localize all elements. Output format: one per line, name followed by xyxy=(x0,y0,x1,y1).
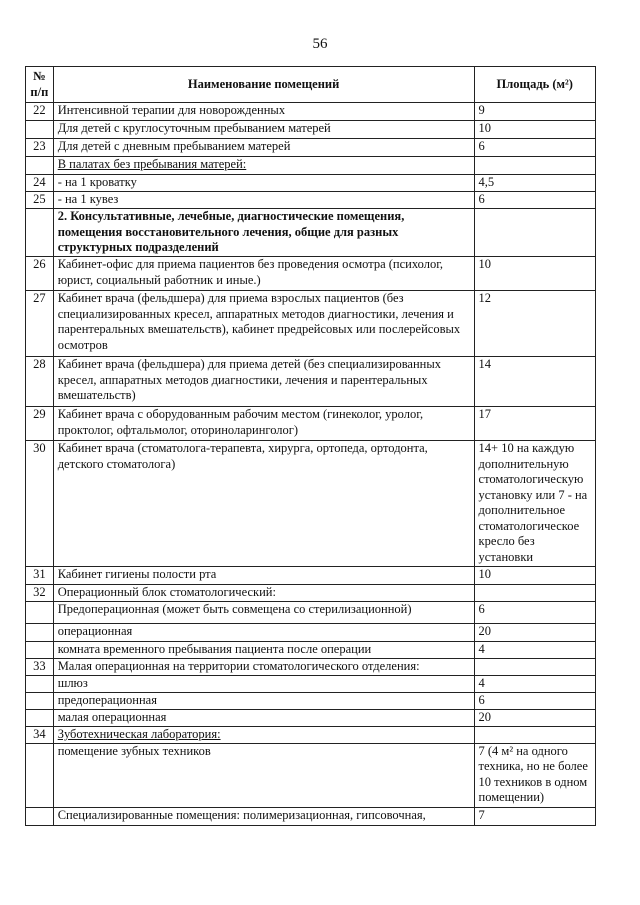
row-name: Зуботехническая лаборатория: xyxy=(53,727,474,744)
row-name: комната временного пребывания пациента после операции xyxy=(53,642,474,659)
row-number: 23 xyxy=(26,139,54,157)
row-number: 25 xyxy=(26,192,54,209)
row-number: 24 xyxy=(26,175,54,192)
table-row xyxy=(26,642,596,659)
row-area: 7 (4 м² на одного техника, но не более 10 техников в одном помещении) xyxy=(474,743,595,807)
row-number xyxy=(26,157,54,175)
row-name: В палатах без пребывания матерей: xyxy=(53,157,474,175)
row-number: 29 xyxy=(26,407,54,441)
row-area: 6 xyxy=(474,602,595,624)
row-number xyxy=(26,743,54,807)
row-number xyxy=(26,602,54,624)
row-area: 10 xyxy=(474,121,595,139)
row-name: малая операционная xyxy=(53,710,474,727)
table-row xyxy=(26,257,596,291)
row-area: 9 xyxy=(474,103,595,121)
row-name: Специализированные помещения: полимеризационная, гипсовочная, xyxy=(53,807,474,825)
row-area: 17 xyxy=(474,407,595,441)
row-number: 32 xyxy=(26,585,54,602)
table-row xyxy=(26,175,596,192)
row-number xyxy=(26,693,54,710)
table-row xyxy=(26,441,596,567)
table-row xyxy=(26,585,596,602)
row-number xyxy=(26,642,54,659)
row-area: 10 xyxy=(474,567,595,585)
section-heading-row xyxy=(26,209,596,257)
section-heading: 2. Консультативные, лечебные, диагностические помещения, помещения восстановительного лечения, общие для разных структурных подразделений xyxy=(53,209,474,257)
row-name: шлюз xyxy=(53,676,474,693)
table-row xyxy=(26,676,596,693)
row-area: 7 xyxy=(474,807,595,825)
page-number: 56 xyxy=(312,36,328,52)
table-row xyxy=(26,693,596,710)
row-area xyxy=(474,659,595,676)
table-row xyxy=(26,743,596,807)
row-name: Малая операционная на территории стоматологического отделения: xyxy=(53,659,474,676)
row-area: 4 xyxy=(474,676,595,693)
row-number: 31 xyxy=(26,567,54,585)
row-area: 4,5 xyxy=(474,175,595,192)
row-area: 14 xyxy=(474,357,595,407)
table-row xyxy=(26,710,596,727)
row-number: 30 xyxy=(26,441,54,567)
row-name: Операционный блок стоматологический: xyxy=(53,585,474,602)
row-number: 22 xyxy=(26,103,54,121)
row-number: 34 xyxy=(26,727,54,744)
table-row xyxy=(26,567,596,585)
row-name: помещение зубных техников xyxy=(53,743,474,807)
row-area: 4 xyxy=(474,642,595,659)
row-number: 28 xyxy=(26,357,54,407)
row-name: Кабинет гигиены полости рта xyxy=(53,567,474,585)
row-name: Интенсивной терапии для новорожденных xyxy=(53,103,474,121)
row-number xyxy=(26,209,54,257)
row-number xyxy=(26,624,54,642)
row-name: - на 1 кувез xyxy=(53,192,474,209)
row-area: 6 xyxy=(474,139,595,157)
row-number: 27 xyxy=(26,291,54,357)
row-number xyxy=(26,710,54,727)
table-row xyxy=(26,291,596,357)
row-name: Кабинет врача (фельдшера) для приема взрослых пациентов (без специализированных кресел, аппаратных методов диагностики, лечения и парентеральных вмешательств), кабинет предрейсовых или послерейсовых осмотров xyxy=(53,291,474,357)
row-name: Кабинет врача с оборудованным рабочим местом (гинеколог, уролог, проктолог, офтальмолог, оториноларинголог) xyxy=(53,407,474,441)
table-row xyxy=(26,807,596,825)
row-area: 20 xyxy=(474,710,595,727)
row-name: - на 1 кроватку xyxy=(53,175,474,192)
row-area: 12 xyxy=(474,291,595,357)
row-area: 6 xyxy=(474,693,595,710)
row-number xyxy=(26,121,54,139)
table-row xyxy=(26,407,596,441)
row-name: Кабинет-офис для приема пациентов без проведения осмотра (психолог, юрист, социальный работник и иные.) xyxy=(53,257,474,291)
table-row xyxy=(26,139,596,157)
column-header-area: Площадь (м²) xyxy=(474,67,595,103)
row-area xyxy=(474,209,595,257)
row-number: 33 xyxy=(26,659,54,676)
table-row xyxy=(26,727,596,744)
table-row xyxy=(26,659,596,676)
row-area: 14+ 10 на каждую дополнительную стоматологическую установку или 7 - на дополнительное стоматологическое кресло без установки xyxy=(474,441,595,567)
column-header-number: № п/п xyxy=(26,67,54,103)
table-row xyxy=(26,624,596,642)
row-area xyxy=(474,727,595,744)
row-number xyxy=(26,807,54,825)
row-name: Для детей с дневным пребыванием матерей xyxy=(53,139,474,157)
row-name: Для детей с круглосуточным пребыванием матерей xyxy=(53,121,474,139)
table-row xyxy=(26,602,596,624)
table-row xyxy=(26,357,596,407)
row-name: Кабинет врача (фельдшера) для приема детей (без специализированных кресел, аппаратных методов диагностики, лечения и парентеральных вмешательств) xyxy=(53,357,474,407)
rooms-table xyxy=(25,66,596,826)
table-row xyxy=(26,121,596,139)
row-area: 10 xyxy=(474,257,595,291)
table-header-row xyxy=(26,67,596,103)
row-number xyxy=(26,676,54,693)
row-number: 26 xyxy=(26,257,54,291)
row-area xyxy=(474,585,595,602)
row-area: 6 xyxy=(474,192,595,209)
table-row xyxy=(26,157,596,175)
row-name: предоперационная xyxy=(53,693,474,710)
row-name: операционная xyxy=(53,624,474,642)
table-row xyxy=(26,192,596,209)
row-name: Предоперационная (может быть совмещена со стерилизационной) xyxy=(53,602,474,624)
row-area xyxy=(474,157,595,175)
row-name: Кабинет врача (стоматолога-терапевта, хирурга, ортопеда, ортодонта, детского стоматолога) xyxy=(53,441,474,567)
column-header-name: Наименование помещений xyxy=(53,67,474,103)
table-row xyxy=(26,103,596,121)
row-area: 20 xyxy=(474,624,595,642)
